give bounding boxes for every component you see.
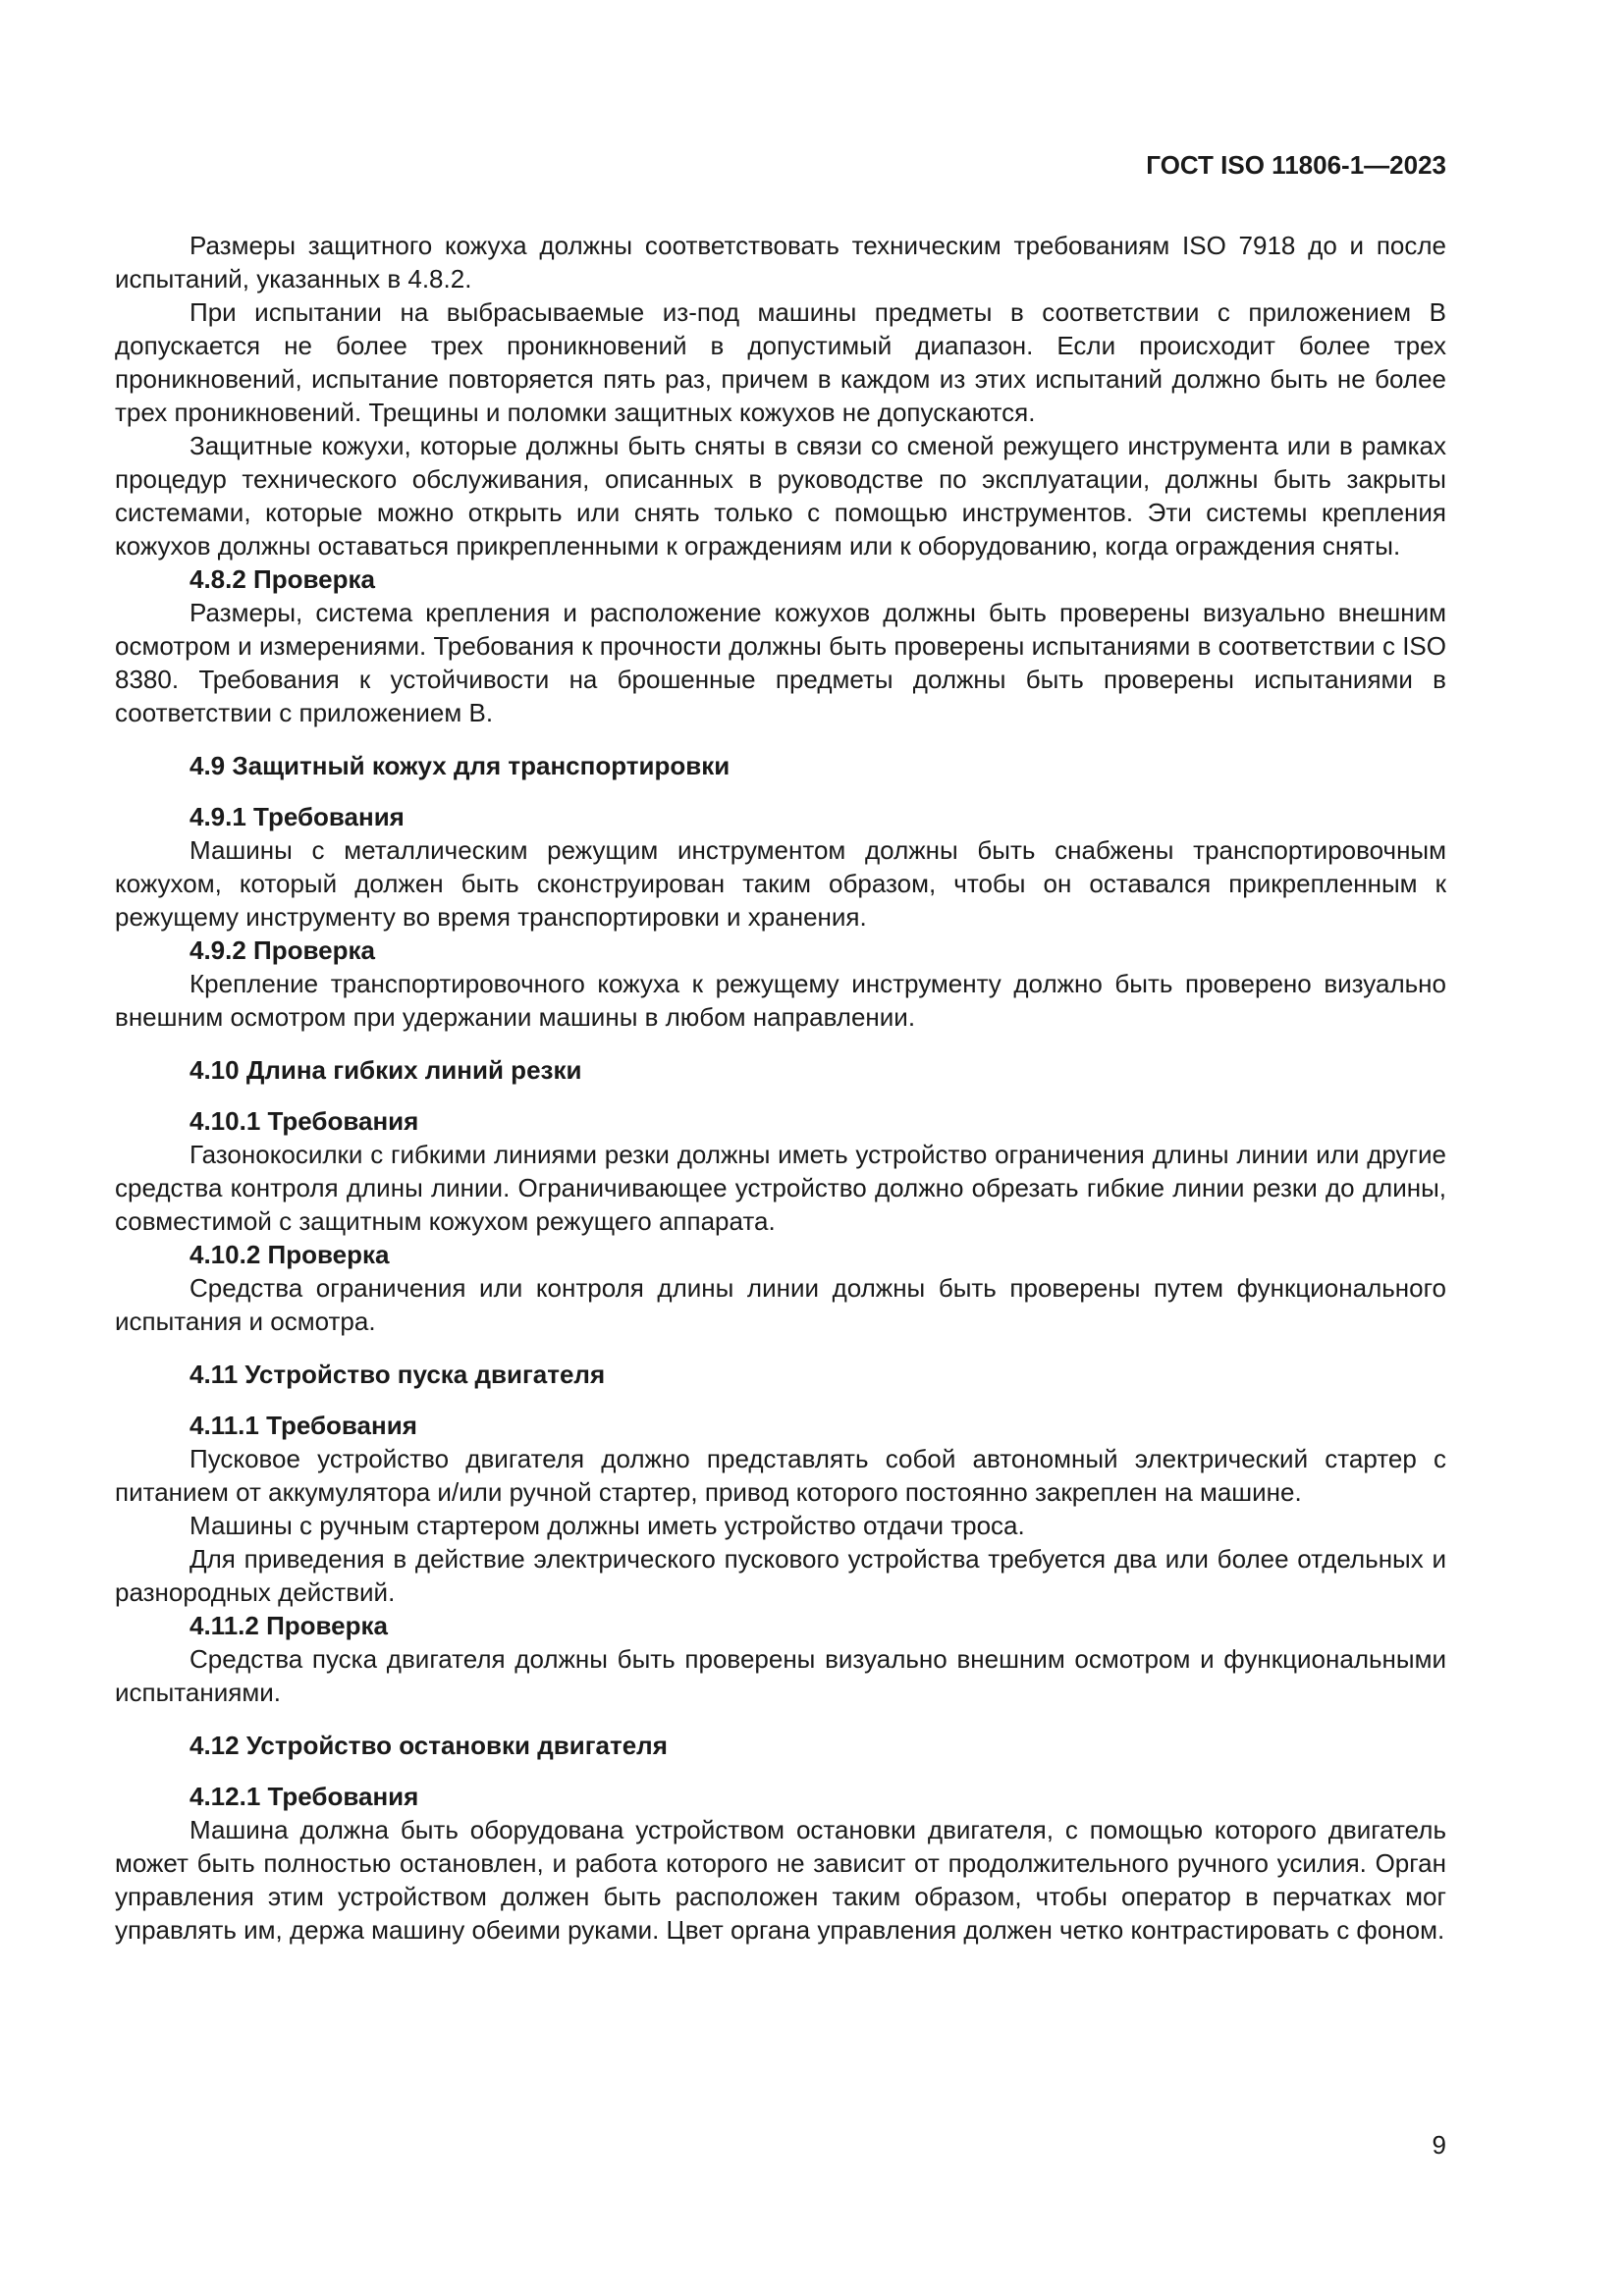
paragraph: Средства пуска двигателя должны быть проверены визуально внешним осмотром и функциональными испытаниями. — [115, 1644, 1446, 1707]
paragraph: Размеры защитного кожуха должны соответствовать техническим требованиям ISO 7918 до и после испытаний, указанных в 4.8.2. — [115, 231, 1446, 294]
section-heading: 4.11 Устройство пуска двигателя — [189, 1360, 606, 1389]
subsection-heading: 4.12.1 Требования — [189, 1782, 419, 1811]
section-heading: 4.9 Защитный кожух для транспортировки — [189, 751, 731, 780]
paragraph: Газонокосилки с гибкими линиями резки должны иметь устройство ограничения длины линии или другие средства контроля длины линии. Ограничивающее устройство должно обрезать гибкие линии резки до длины, совместимой с защитным кожухом режущего аппарата. — [115, 1140, 1446, 1236]
subsection-heading: 4.10.2 Проверка — [189, 1240, 390, 1269]
paragraph: Машина должна быть оборудована устройством остановки двигателя, с помощью которого двигатель может быть полностью остановлен, и работа которого не зависит от продолжительного ручного усилия. Орган управления этим устройством должен быть расположен таким образом, чтобы оператор в перчатках мог управлять им, держа машину обеими руками. Цвет органа управления должен четко контрастировать с фоном. — [115, 1815, 1446, 1945]
subsection-heading: 4.9.2 Проверка — [189, 935, 375, 965]
section-heading: 4.10 Длина гибких линий резки — [189, 1055, 582, 1085]
paragraph: Размеры, система крепления и расположение кожухов должны быть проверены визуально внешним осмотром и измерениями. Требования к прочности должны быть проверены испытаниями в соответствии с ISO 8380. Требования к устойчивости на брошенные предметы должны быть проверены испытаниями в соответствии с приложением В. — [115, 598, 1446, 727]
paragraph: Крепление транспортировочного кожуха к режущему инструменту должно быть проверено визуально внешним осмотром при удержании машины в любом направлении. — [115, 969, 1446, 1032]
paragraph: Пусковое устройство двигателя должно представлять собой автономный электрический стартер с питанием от аккумулятора и/или ручной стартер, привод которого постоянно закреплен на машине. — [115, 1444, 1446, 1507]
page-number: 9 — [1432, 2130, 1446, 2160]
section-heading: 4.12 Устройство остановки двигателя — [189, 1731, 668, 1760]
subsection-heading: 4.9.1 Требования — [189, 802, 405, 831]
subsection-heading: 4.11.2 Проверка — [189, 1611, 388, 1640]
paragraph: Средства ограничения или контроля длины линии должны быть проверены путем функционального испытания и осмотра. — [115, 1273, 1446, 1336]
document-header: ГОСТ ISO 11806-1—2023 — [1146, 150, 1446, 180]
paragraph: При испытании на выбрасываемые из-под машины предметы в соответствии с приложением В допускается не более трех проникновений в допустимый диапазон. Если происходит более трех проникновений, испытание повторяется пять раз, причем в каждом из этих испытаний должно быть не более трех проникновений. Трещины и поломки защитных кожухов не допускаются. — [115, 297, 1446, 427]
subsection-heading: 4.11.1 Требования — [189, 1411, 417, 1440]
paragraph: Машины с ручным стартером должны иметь устройство отдачи троса. — [189, 1511, 1025, 1540]
paragraph: Для приведения в действие электрического пускового устройства требуется два или более отдельных и разнородных действий. — [115, 1544, 1446, 1607]
paragraph: Защитные кожухи, которые должны быть сняты в связи со сменой режущего инструмента или в рамках процедур технического обслуживания, описанных в руководстве по эксплуатации, должны быть закрыты системами, которые можно открыть или снять только с помощью инструментов. Эти системы крепления кожухов должны оставаться прикрепленными к ограждениям или к оборудованию, когда ограждения сняты. — [115, 431, 1446, 561]
document-body — [115, 229, 1446, 1947]
subsection-heading: 4.8.2 Проверка — [189, 564, 375, 594]
paragraph: Машины с металлическим режущим инструментом должны быть снабжены транспортировочным кожухом, который должен быть сконструирован таким образом, чтобы он оставался прикрепленным к режущему инструменту во время транспортировки и хранения. — [115, 835, 1446, 932]
subsection-heading: 4.10.1 Требования — [189, 1106, 419, 1136]
